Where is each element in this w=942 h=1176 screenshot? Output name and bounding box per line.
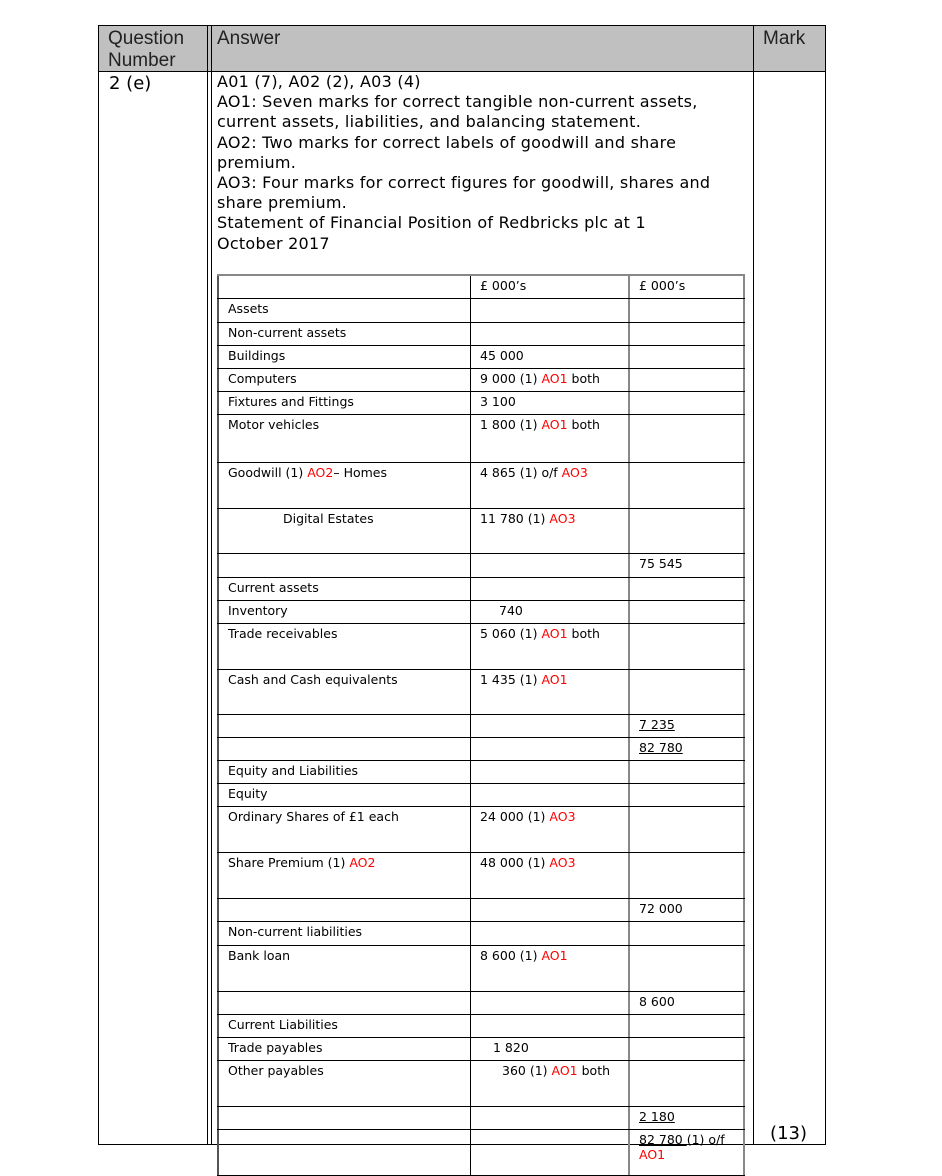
amount-cell [470,323,628,345]
cell-text: 5 060 (1) [480,626,542,641]
cell-text: Digital Estates [283,511,374,526]
table-row [217,670,745,715]
cell-text: £ 000’s [480,278,527,293]
label-cell [217,1038,470,1060]
total-cell [628,554,745,577]
cell-text: Non-current liabilities [228,924,363,939]
cell-text: Equity and Liabilities [228,763,359,778]
cell-text: Assets [228,301,269,316]
amount-cell [470,1061,628,1106]
cell-text: – Homes [333,465,387,480]
label-cell [217,1061,470,1106]
label-cell [217,899,470,921]
table-row [217,738,745,761]
cell-text: Computers [228,371,297,386]
header-answer: Answer [217,28,281,49]
amount-cell [470,554,628,577]
label-cell [217,715,470,737]
table-row [217,392,745,415]
label-cell [217,761,470,783]
label-cell [217,624,470,669]
cell-text: 48 000 (1) [480,855,550,870]
table-row [217,415,745,463]
intro-line: AO2: Two marks for correct labels of goodwill and share premium. [217,132,677,172]
table-row [217,1130,745,1176]
assessment-objective-tag: AO1 [639,1147,666,1162]
table-row [217,1107,745,1130]
cell-text: £ 000’s [639,278,686,293]
assessment-objective-tag: AO1 [541,948,568,963]
cell-text: 1 820 [493,1040,529,1055]
intro-line: AO3: Four marks for correct figures for goodwill, shares and share premium. [217,173,711,213]
table-row [217,1038,745,1061]
divider [211,26,212,1144]
header-question-number: Question Number [108,28,185,71]
amount-cell [470,784,628,806]
label-cell [217,509,470,553]
financial-position-table [217,274,745,1176]
table-row [217,1015,745,1038]
total-cell [628,276,745,298]
assessment-objective-tag: AO3 [549,855,576,870]
table-row [217,346,745,369]
label-cell [217,276,470,298]
amount-cell [470,299,628,322]
amount-cell [470,1107,628,1129]
amount-cell [470,578,628,600]
header-mark: Mark [763,28,806,49]
cell-text: Ordinary Shares of £1 each [228,809,399,824]
table-row [217,554,745,578]
total-cell [628,1061,745,1106]
amount-cell [470,761,628,783]
cell-text: both [567,417,600,432]
cell-text: Cash and Cash equivalents [228,672,398,687]
cell-text: 24 000 (1) [480,809,550,824]
assessment-objective-tag: AO1 [541,417,568,432]
assessment-objective-tag: AO1 [551,1063,578,1078]
table-row [217,578,745,601]
cell-text: 82 780 [639,1132,687,1147]
label-cell [217,922,470,945]
cell-text: 82 780 [639,740,683,755]
cell-text: Fixtures and Fittings [228,394,354,409]
total-cell [628,601,745,623]
label-cell [217,1015,470,1037]
total-cell [628,1038,745,1060]
label-cell [217,323,470,345]
cell-text: 8 600 (1) [480,948,542,963]
total-cell [628,1015,745,1037]
cell-text: 4 865 (1) o/f [480,465,562,480]
question-number: 2 (e) [109,73,152,94]
total-cell [628,853,745,898]
total-cell [628,299,745,322]
cell-text: Trade receivables [228,626,338,641]
answer-intro [217,72,757,254]
amount-cell [470,670,628,714]
assessment-objective-tag: AO3 [561,465,588,480]
total-cell [628,738,745,760]
amount-cell [470,899,628,921]
intro-line: AO1: Seven marks for correct tangible non-current assets, current assets, liabilities, and balancing statement. [217,92,698,132]
cell-text: Goodwill (1) [228,465,308,480]
assessment-objective-tag: AO1 [541,672,568,687]
label-cell [217,601,470,623]
table-row [217,369,745,392]
amount-cell [470,922,628,945]
total-cell [628,946,745,991]
cell-text: both [567,371,600,386]
assessment-objective-tag: AO2 [307,465,334,480]
amount-cell [470,276,628,298]
table-row [217,509,745,554]
total-cell [628,761,745,783]
cell-text: Non-current assets [228,325,347,340]
cell-text: 11 780 (1) [480,511,550,526]
amount-cell [470,346,628,368]
amount-cell [470,992,628,1014]
amount-cell [470,392,628,414]
amount-cell [470,463,628,508]
table-row [217,946,745,992]
table-row [217,1061,745,1107]
cell-text: 75 545 [639,556,683,571]
table-row [217,323,745,346]
table-row [217,715,745,738]
label-cell [217,346,470,368]
amount-cell [470,369,628,391]
label-cell [217,784,470,806]
cell-text: Current assets [228,580,319,595]
label-cell [217,670,470,714]
cell-text: 1 800 (1) [480,417,542,432]
table-row [217,899,745,922]
label-cell [217,392,470,414]
total-cell [628,624,745,669]
table-row [217,761,745,784]
amount-cell [470,946,628,991]
total-cell [628,992,745,1014]
cell-text: 7 235 [639,717,675,732]
total-cell [628,715,745,737]
divider [207,26,208,1144]
mark-scheme-table [98,25,826,1162]
cell-text: Motor vehicles [228,417,320,432]
label-cell [217,1107,470,1129]
table-row [217,853,745,899]
table-row [217,784,745,807]
cell-text: Buildings [228,348,286,363]
table-row [217,992,745,1015]
total-cell [628,369,745,391]
table-row [217,463,745,509]
cell-text: Other payables [228,1063,324,1078]
amount-cell [470,1015,628,1037]
assessment-objective-tag: AO3 [549,809,576,824]
label-cell [217,578,470,600]
cell-text: 8 600 [639,994,675,1009]
assessment-objective-tag: AO3 [549,511,576,526]
total-cell [628,670,745,714]
label-cell [217,463,470,508]
amount-cell [470,1038,628,1060]
table-row [217,624,745,670]
label-cell [217,415,470,462]
amount-cell [470,601,628,623]
label-cell [217,369,470,391]
cell-text: Bank loan [228,948,291,963]
intro-line: A01 (7), A02 (2), A03 (4) [217,72,421,91]
intro-line: Statement of Financial Position of Redbricks plc at 1 October 2017 [217,213,646,253]
label-cell [217,554,470,577]
total-cell [628,807,745,852]
table-row [217,276,745,299]
amount-cell [470,1130,628,1175]
label-cell [217,807,470,852]
cell-text: Inventory [228,603,288,618]
label-cell [217,738,470,760]
total-mark: (13) [770,1123,807,1144]
cell-text: Trade payables [228,1040,323,1055]
total-cell [628,323,745,345]
amount-cell [470,738,628,760]
total-cell [628,922,745,945]
table-row [217,807,745,853]
cell-text: 3 100 [480,394,516,409]
label-cell [217,853,470,898]
cell-text: 9 000 (1) [480,371,542,386]
label-cell [217,1130,470,1175]
cell-text: 72 000 [639,901,683,916]
total-cell [628,1130,745,1175]
total-cell [628,392,745,414]
cell-text: 45 000 [480,348,524,363]
cell-text: 2 180 [639,1109,675,1124]
assessment-objective-tag: AO2 [349,855,376,870]
amount-cell [470,509,628,553]
table-row [217,922,745,946]
table-row [217,299,745,323]
cell-text: 360 (1) [502,1063,552,1078]
assessment-objective-tag: AO1 [541,371,568,386]
label-cell [217,992,470,1014]
total-cell [628,1107,745,1129]
total-cell [628,463,745,508]
total-cell [628,415,745,462]
amount-cell [470,415,628,462]
cell-text: Share Premium (1) [228,855,350,870]
total-cell [628,509,745,553]
cell-text: 740 [499,603,523,618]
amount-cell [470,853,628,898]
cell-text: Current Liabilities [228,1017,338,1032]
cell-text: (1) o/f [686,1132,725,1147]
assessment-objective-tag: AO1 [541,626,568,641]
cell-text: Equity [228,786,268,801]
cell-text: 1 435 (1) [480,672,542,687]
label-cell [217,299,470,322]
total-cell [628,899,745,921]
cell-text: both [577,1063,611,1078]
amount-cell [470,807,628,852]
total-cell [628,346,745,368]
amount-cell [470,715,628,737]
total-cell [628,578,745,600]
total-cell [628,784,745,806]
amount-cell [470,624,628,669]
table-row [217,601,745,624]
label-cell [217,946,470,991]
cell-text: both [567,626,600,641]
